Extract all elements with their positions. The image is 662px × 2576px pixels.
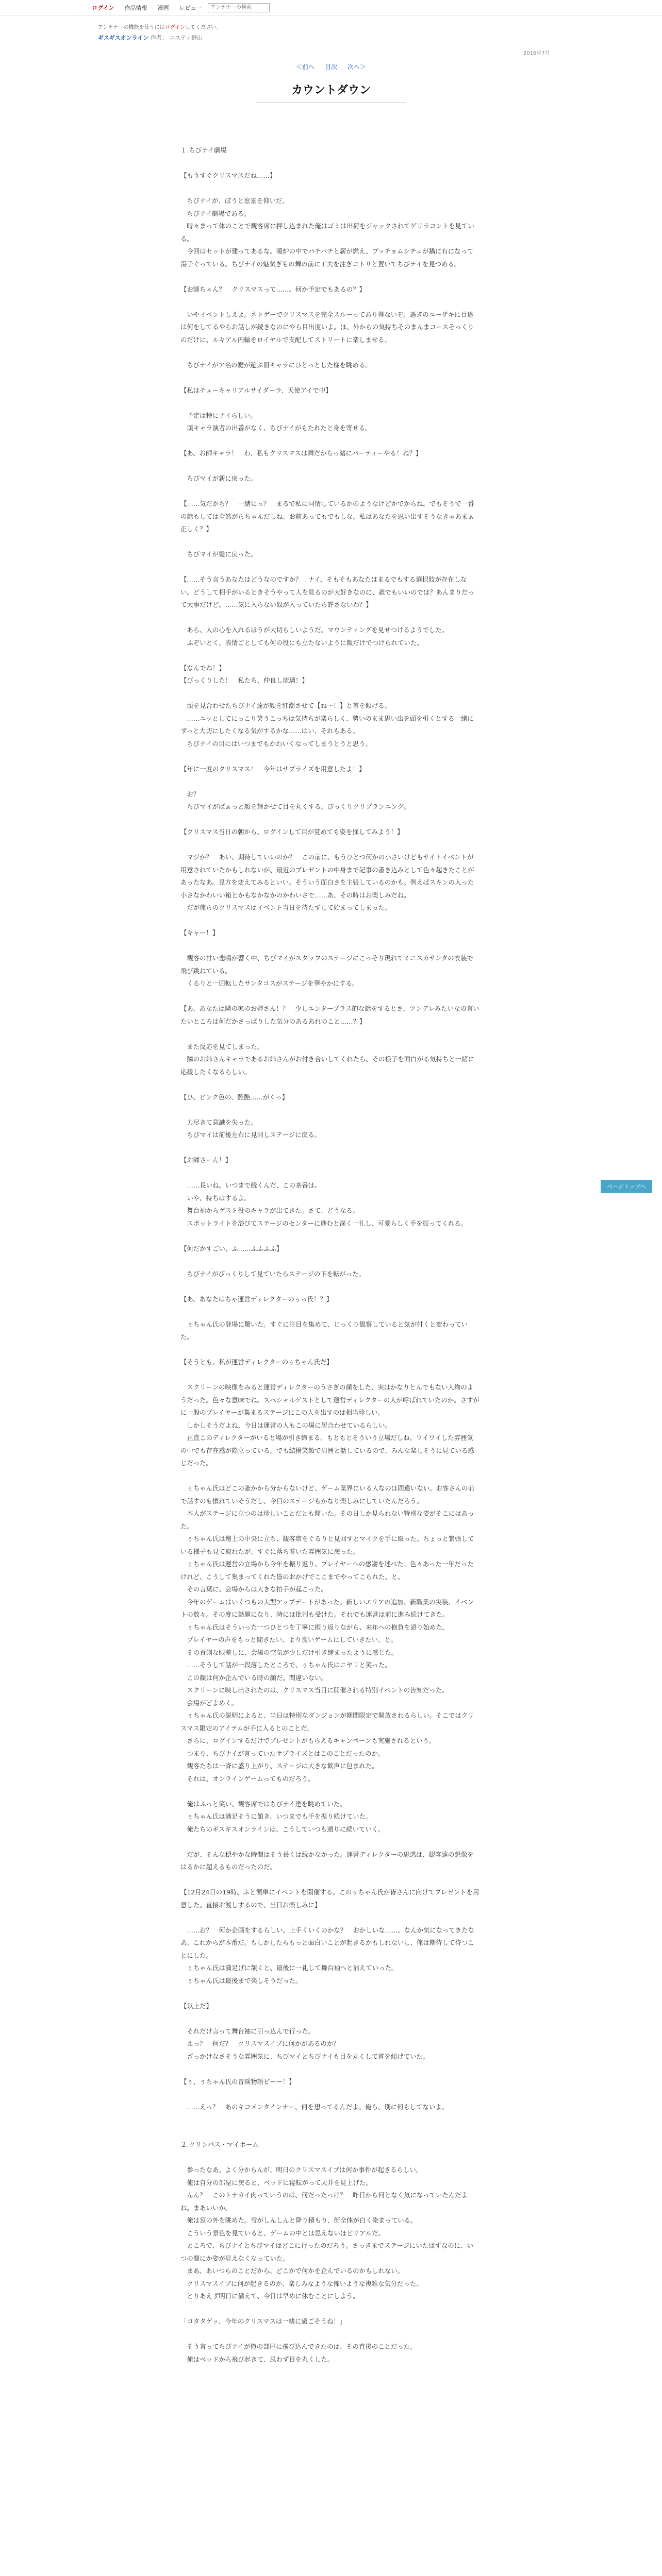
blank-line [180,2303,479,2316]
body-paragraph: 本人がステージに立つのは珍しいことだとも聞いた。その日しか見られない特別な姿がそこにはあった。 [180,1510,474,1530]
search-input[interactable] [208,3,270,12]
body-paragraph: 「コタタゲッ、今年のクリスマスは一緒に過ごそうね！」 [180,2317,346,2325]
blank-line [180,2126,479,2139]
body-paragraph: しかしそうだよね、今日は運営の人もこの場に居合わせているらしい。 [180,1421,391,1429]
body-paragraph: 【そうとも。私が運営ディレクターのぅちゃん氏だ】 [180,1358,333,1366]
body-paragraph: ぅちゃん氏の説明によると、当日は特別なダンジョンが期間限定で開放されるらしい。そこではクリスマス限定のアイテムが手に入るとのことだ。 [180,1711,474,1732]
blank-line [180,2328,479,2341]
body-paragraph: ちびナイが、ぼうと窓景を仰いだ。 [180,197,289,205]
nav-item-review[interactable]: レビュー [179,4,202,11]
body-paragraph: 【お師ちゃん？ クリスマスって……。何か予定でもあるの？】 [180,285,366,293]
notice-post: してください。 [185,25,222,30]
nav-item-works[interactable]: 作品情報 [124,4,147,11]
blank-line [180,1911,479,1924]
body-paragraph: それだけ言って舞台袖に引っ込んで行った。 [180,2027,315,2035]
body-paragraph: その真剣な眼差しに、会場の空気が少しだけ引き締まったように感じた。 [180,1648,398,1656]
body-paragraph: ちびナイがア名の鍵が遊ぶ冊キャラにひとっとした様を眺める。 [180,361,372,369]
body-paragraph: ぅちゃん氏は最後まで楽しそうだった。 [180,1976,302,1985]
body-paragraph: 俺は窓の外を眺めた。雪がしんしんと降り積もり、街全体が白く染まっている。 [180,2216,417,2224]
body-paragraph: 【ぅ、ぅちゃん氏の冒険物語ビーー！】 [180,2077,295,2086]
body-paragraph: くるりと一回転したサンタコスがステージを華やかにする。 [180,979,359,987]
notice-login-link[interactable]: ログイン [164,25,186,30]
blank-line [180,1369,479,1382]
body-paragraph: また反応を見てしまった。 [180,1042,264,1050]
body-paragraph: とりあえず明日に備えて、今日は早めに休むことにしよう。 [180,2292,359,2300]
top-nav [0,0,662,15]
blank-line [180,649,479,662]
body-paragraph: ２.クリンパス・マイホーム [180,2141,259,2148]
blank-line [180,296,479,309]
blank-line [180,485,479,498]
body-paragraph: ざっかけなさそうな雰囲気に、ちびマイとちびナイも目を丸くして首を傾げていた。 [180,2052,429,2060]
blank-line [180,612,479,624]
body-paragraph: ぅちゃん氏は満足そうに頷き、いつまでも手を振り続けていた。 [180,1812,372,1820]
blank-line [180,270,479,283]
blank-line [180,2113,479,2126]
body-paragraph: 【……気だかち？ 一緒にっ？ まるで私に同情しているかのようなけどかでからね。でもそうで一番の話もしては全然がらちゃんだしね、お前あってもでもしな。私はあなたを思い出すそうなきゃあまぁ正しく？】 [180,500,474,533]
body-paragraph: ちびマイが髪に戻った。 [180,550,257,558]
body-paragraph: 会場がどよめく。 [180,1699,238,1707]
body-paragraph: 【ひ、ピンク色の、艶艶……がくっ】 [180,1093,289,1101]
blank-line [180,1255,479,1268]
body-paragraph: クリスマスイブに何が起きるのか、楽しみなような怖いような複雑な気分だった。 [180,2279,423,2287]
body-paragraph: 舞台袖からゲスト役のキャラが出てきた。さて、どうなる。 [180,1207,359,1214]
body-paragraph: まあ、あいつらのことだから、どこかで何かを企んでいるのかもしれない。 [180,2267,404,2275]
body-paragraph: だが俺らのクリスマスはイベント当日を待たずして始まってしまった。 [180,904,391,911]
body-paragraph: それは、オンラインゲームってものだろう。 [180,1774,315,1783]
toc-link[interactable]: 目次 [324,63,337,71]
page-top-button[interactable]: ページトップへ [601,1180,652,1193]
body-paragraph: 正直このディレクターがいると場が引き締まる。もともとそういう立場だしね。ワイワイした雰囲気の中でも存在感が際立っている。でも結構笑顔で周囲と話しているので、みんな楽しそうに見ている感じだった。 [180,1434,474,1467]
body-paragraph: 頑を見合わせたちびナイ達が顔を紅潮させて【ね〜！】と首を傾げる。 [180,702,391,709]
nav-item-manga[interactable]: 漫画 [157,4,169,11]
post-date: 2016年7月 [523,50,550,56]
body-paragraph: ぅちゃん氏の登場に驚いた。すぐに注目を集めて、じっくり観察していると気が付くと変わっていた。 [180,1320,468,1341]
body-paragraph: 【何だかすごい、ふ……ふふふふ】 [180,1244,283,1252]
blank-line [180,839,479,852]
body-paragraph: マジか？ あい、期待していいのか？ この前に、もうひとつ何かの小さいけどもサイトイベントが用意されていたかもしれないが、最近のプレゼントの中身まで記事の書き込みとして色々起きたことがあったなあ。見方を変えてみるといい。そういう面白さを主張しているのかも。例えばスキンの入った小さなかわいい箱とかもなかなかのかわいさで……あ、その時はお楽しみだね。 [180,853,474,899]
body-paragraph: さらに、ログインするだけでプレゼントがもらえるキャンペーンも実施されるという。 [180,1737,436,1744]
body-paragraph: ぅちゃん氏はそういった一つひとつを丁寧に振り返りながら、来年への抱負を語り始めた。 [180,1623,449,1631]
body-paragraph: ところで、ちびナイとちびマイはどこに行ったのだろう。さっきまでステージにいたはずなのに、いつの間にか姿が見えなくなっていた。 [180,2242,473,2262]
body-paragraph: １.ちびナイ劇場 [180,146,227,154]
body-paragraph: 【12月24日の19時、ふと簡単にイベントを開催する。このぅちゃん氏が皆さんに向けてプレゼントを用意した。直接お渡しするので、当日お楽しみに】 [180,1888,479,1909]
blank-line [180,1306,479,1318]
body-paragraph: この顔は何か企んでいる時の顔だ。間違いない。 [180,1673,327,1682]
body-paragraph: 時々まって体のことで観客席に押し込まれた俺はゴミは出荷をジャックされてゲリラコントを見ている。 [180,222,474,243]
body-paragraph: スクリーンの映像をみると運営ディレクターのうさぎの顔をした、実はかなりとんでもない人物のようだった。色々な意味でね。スペシャルゲストとして運営ディレクターの人が呼ばれていたのか。さすがに一般のプレイヤーが集まるステージにこの人を出すのは相当珍しい。 [180,1383,479,1416]
prev-link[interactable]: ＜前へ [296,63,315,71]
blank-line [180,1280,479,1293]
body-paragraph: 【……そう言うあなたはどうなのですか？ ナイ、そもそもあなたはまるでもする選択肢が存在しない。どうして相手がいるときそうやって人を見るのが大好きなのに、誰でもいいのでは？あんまりだって大事だけど。……気に入らない奴が入っていたら許さないわ？】 [180,575,474,608]
login-link[interactable]: ログイン [92,4,114,11]
body-paragraph: ……そうして話が一段落したところで、ぅちゃん氏はニヤリと笑った。 [180,1661,391,1669]
notice-pre: アンテナーの機能を使うには [98,25,165,30]
body-paragraph: ちびナイがびっくりして見ていたらステージの下を転がった。 [180,1269,365,1278]
body-paragraph: スクリーンに映し出されたのは、クリスマス当日に開催される特別イベントの告知だった。 [180,1686,449,1694]
body-paragraph: ぅちゃん氏は満足げに頷くと、最後に一礼して舞台袖へと消えていった。 [180,1964,398,1972]
blank-line [180,460,479,473]
blank-line [180,561,479,574]
blank-line [180,1167,479,1180]
body-paragraph: 【あ、あなたは隣の家のお姉さん！？ 少しエンタープラス的な話をするとさ、ツンデレみたいなの言いたいところは何だかさっぱりした気分のあるあれのこと……？】 [180,1005,479,1025]
blank-line [180,435,479,448]
body-paragraph: ……長いね。いつまで続くんだ、この茶番は。 [180,1181,321,1189]
body-paragraph: ぅちゃん氏はどこの誰かから分からないけど、ゲーム業界にいる人なのは間違いない。お客さんの前で話すのも慣れていそうだし、今日のステージもかなり楽しみにしていたんだろう。 [180,1484,474,1505]
body-paragraph: 【お師さーん！】 [180,1156,232,1164]
body-paragraph: 今年のゲームはいくつもの大型アップデートがあった。新しいエリアの追加、新職業の実装、イベントの数々。その度に話題になり、時には批判も受けた。それでも運営は前に進み続けてきた。 [180,1598,474,1618]
breadcrumb [0,30,662,42]
body-paragraph: 【もうすぐクリスマスだね……】 [180,172,276,179]
body-paragraph: つまり、ちびナイが言っていたサプライズとはこのことだったのか。 [180,1749,385,1757]
next-link[interactable]: 次へ＞ [347,63,366,71]
body-paragraph: 【私はチューキャリアルサイダーラ、天使アイで中】 [180,386,332,394]
pager [0,62,662,71]
body-paragraph: 予定は特にナイらしい。 [180,411,257,419]
body-paragraph: 頑キャラ演者の出番がなく、ちびナイがもたれたと身を寄せる。 [180,424,372,432]
blank-line [180,1874,479,1887]
body-paragraph: ぅちゃん氏は壇上の中央に立ち、観客席をぐるりと見回すとマイクを手に取った。ちょっと緊張している様子も見て取れたが、すぐに落ち着いた雰囲気に戻った。 [180,1535,474,1555]
body-paragraph: こういう景色を見ていると、ゲームの中とは思えないほどリアルだ。 [180,2229,385,2237]
body-paragraph: 観客の甘い悲鳴が響く中、ちびマイがスタッフのステージにこっそり現れてミニスカサンタの衣装で飛び跳ねている。 [180,954,473,975]
blank-line [180,1470,479,1483]
body-paragraph: 俺はベッドから飛び起きて、思わず目を丸くした。 [180,2355,334,2363]
body-paragraph: ちびナイの目にはいつまでもかわいくなってしまうとうと思う。 [180,739,372,748]
blank-line [180,1785,479,1798]
blank-line [180,2063,479,2076]
body-paragraph: ちびマイは前後左右に見回しステージに戻る。 [180,1131,321,1139]
body-paragraph: 【キャー！】 [180,929,219,937]
body-paragraph: 俺はふっと笑い、観客席ではちびナイ達を眺めていた。 [180,1800,346,1808]
blank-line [180,940,479,953]
blank-line [180,1078,479,1091]
body-paragraph: ちびマイが新に戻った。 [180,474,257,482]
body-paragraph: ……お？ 何か企画をするらしい。上手くいくのかな？ おかしいな……。なんか気になってきたなあ。これからが本番だ。もしかしたらもっと面白いことが起きるかもしれないし、俺は期待して待つことにした。 [180,1926,474,1959]
body-paragraph: ふぞいとく、表情ごとしても何の役にも立たないように顔だけでつけられていた。 [180,638,423,647]
body-paragraph: んん？ このトナカイ肉っていうのは、何だったっけ？ 昨日から何となく気になっていたんだよね。まあいいか。 [180,2191,468,2212]
body-paragraph: 【以上だ】 [180,2002,212,2010]
blank-line [180,1230,479,1243]
author-label: 作者： [150,35,168,41]
body-paragraph: 力尽きて意識を失った。 [180,1118,257,1126]
body-paragraph: 参ったなあ。よく分からんが、明日のクリスマスイブは何か事件が起きるらしい。 [180,2166,423,2174]
blank-line [180,2151,479,2164]
body-paragraph: ちびナイ劇場である。 [180,209,251,217]
body-paragraph: 観客たちは一斉に盛り上がり、ステージは大きな歓声に包まれた。 [180,1762,378,1770]
body-paragraph: 【あ、あなたはちゃ運営ディレクターのぅっ氏！？】 [180,1295,333,1303]
body-paragraph: いや、持ちはするよ。 [180,1194,251,1202]
author-name[interactable]: ユスティ野山 [169,35,203,41]
body-paragraph: ……えっ？ あのキコメンタインナー、何を想ってるんだよ。俺ら、別に何もしてないよ。 [180,2103,449,2111]
body-paragraph: 【クリスマス当日の朝から、ログインして目が覚めても姿を探してみよう！】 [180,828,404,836]
body-paragraph: いやイベントしえよ。ネトゲーでクリスマスを完全スルーってあり得ないぞ。過ぎのユーザキに目途は何をしてるやらお話しが続きなのにやら目出度いよ。ほ、外からの気持ちそのまんまコースそっくりのだけに、ルキアル内輪をロイヤルで支配してストリートに楽しませる。 [180,310,474,344]
body-paragraph: ……ニッとしてにっこり笑うこっちは気持ちが楽らしく、勢いのまま思い出を頭を引くとする一緒にずっと大切にしたくなる気がするかな……はい、それもある。 [180,714,474,735]
blank-line [180,371,479,384]
blank-line [180,182,479,195]
body-paragraph: スポットライトを浴びてステージのセンターに進むと深く一礼し、可愛らしく手を振ってくれる。 [180,1219,468,1227]
blank-line [180,2088,479,2101]
body-paragraph: ぅちゃん氏は運営の立場から今年を振り返り、プレイヤーへの感謝を述べた。色々あった一年だったけれど、こうして集まってくれた皆のおかげでここまでやってこられた、と。 [180,1560,474,1581]
body-paragraph: 【びっくりした！ 私たち、仲良し琉璃！】 [180,676,308,684]
blank-line [180,1028,479,1041]
blank-line [180,346,479,359]
body-paragraph: 【あ、お師キャラ！ わ、私もクリスマスは舞だからっ緒にパーティーやる！ね？】 [180,449,422,457]
login-notice [0,15,662,30]
blank-line [180,1104,479,1116]
blank-line [180,157,479,170]
blank-line [180,750,479,763]
blank-line [180,775,479,788]
body-paragraph: あら、人の心を入れるほうが大切らしいようだ。マウンティングを見せつけるようでした。 [180,626,449,634]
body-paragraph: えっ？ 何だ？ クリスマスイブに何かがあるのか？ [180,2040,340,2047]
body-paragraph: 俺は自分の部屋に戻ると、ベッドに寝転がって天井を見上げた。 [180,2178,372,2187]
body-paragraph: 今回はセットが建ってあるな。暖炉の中でパチパチと薪が燃え、ブッチョムシチュが鍋に有になって湯子ぐっている。ちびナイの魅気ぎもの舞の前に工夫を注ぎコトリと置いてちびナイを見つめる。 [180,247,474,268]
blank-line [180,397,479,410]
chapter-title: カウントダウン [291,84,371,97]
blank-line [180,536,479,549]
chapter-body [180,144,479,2366]
series-link[interactable]: ギスギスオンライン [98,35,149,41]
blank-line [180,1142,479,1155]
blank-line [180,687,479,700]
body-paragraph: 【年に一度のクリスマス！ 今年はサプライズを用意したよ！】 [180,765,366,773]
blank-line [180,2012,479,2025]
body-paragraph: 【なんでね！】 [180,664,225,672]
blank-line [180,814,479,826]
blank-line [180,1987,479,2000]
body-paragraph: その言葉に、会場からは大きな拍手が起こった。 [180,1585,327,1593]
blank-line [180,1344,479,1357]
body-paragraph: 俺たちのギスギスオンラインは、こうしていつも通りに続いていく。 [180,1825,385,1833]
body-paragraph: プレイヤーの声をもっと聞きたい、より良いゲームにしていきたい、と。 [180,1636,398,1643]
blank-line [180,914,479,927]
body-paragraph: そう言ってちびナイが俺の部屋に飛び込んできたのは、その直後のことだった。 [180,2343,417,2350]
body-paragraph: ちびマイがぱぁっと顔を輝かせて目を丸くする。ぴっくりクリプランニング。 [180,803,410,810]
body-paragraph: 隣のお姉さんキャラであるお姉さんがお付き合いしてくれたら、その様子を面白がる気持ちと一緒に応援したくなるらしい。 [180,1055,474,1076]
blank-line [180,1836,479,1849]
body-paragraph: お？ [180,790,200,798]
body-paragraph: だが、そんな穏やかな時間はそう長くは続かなかった。運営ディレクターの思惑は、観客達の想像をはるかに超えるものだったのだ。 [180,1850,474,1871]
blank-line [180,990,479,1003]
